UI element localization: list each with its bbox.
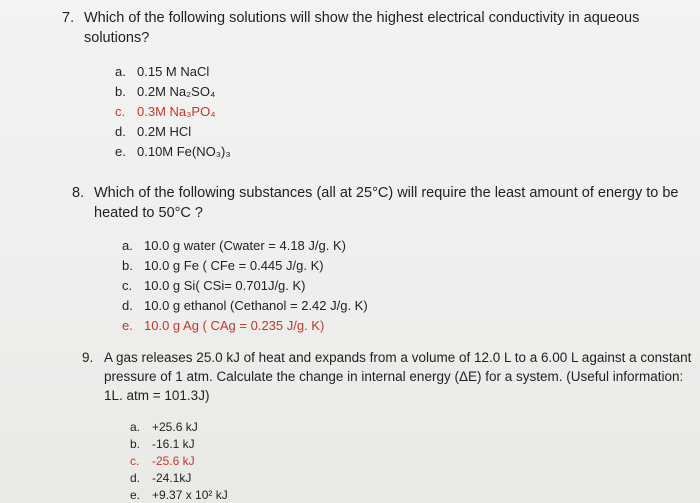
option-9a bbox=[130, 420, 198, 434]
option-text: 0.15 M NaCl bbox=[137, 64, 210, 79]
option-letter: c. bbox=[115, 104, 126, 119]
option-8b bbox=[122, 258, 324, 273]
option-text: +9.37 x 10² kJ bbox=[152, 488, 228, 502]
question-8-line-2: heated to 50°C ? bbox=[94, 205, 203, 221]
question-9-number: 9. bbox=[82, 350, 94, 365]
question-9-line-3: 1L. atm = 101.3J) bbox=[104, 388, 210, 403]
question-7-number: 7. bbox=[62, 10, 75, 26]
option-text: 0.10M Fe(NO₃)₃ bbox=[137, 144, 231, 159]
option-text: -16.1 kJ bbox=[152, 437, 195, 451]
option-letter: c. bbox=[122, 278, 133, 293]
question-8-number: 8. bbox=[72, 185, 85, 201]
option-7a bbox=[115, 64, 209, 79]
option-text: -24.1kJ bbox=[152, 471, 192, 485]
option-8d bbox=[122, 298, 368, 313]
option-text: 10.0 g Si( CSi= 0.701J/g. K) bbox=[144, 278, 306, 293]
option-8e bbox=[122, 318, 324, 333]
option-letter: b. bbox=[115, 84, 126, 99]
option-text: 0.2M Na₂SO₄ bbox=[137, 84, 216, 99]
option-text: +25.6 kJ bbox=[152, 420, 198, 434]
option-letter: b. bbox=[122, 258, 133, 273]
question-7 bbox=[62, 8, 682, 48]
question-9-line-2: pressure of 1 atm. Calculate the change in internal energy (ΔE) for a system. (Useful information: bbox=[104, 369, 684, 384]
option-text: -25.6 kJ bbox=[152, 454, 195, 468]
option-text: 10.0 g Ag ( CAg = 0.235 J/g. K) bbox=[144, 318, 325, 333]
option-letter: a. bbox=[122, 238, 133, 253]
option-7b bbox=[115, 84, 215, 99]
option-text: 10.0 g water (Cwater = 4.18 J/g. K) bbox=[144, 238, 346, 253]
option-9e bbox=[130, 488, 228, 502]
option-letter: e. bbox=[115, 144, 126, 159]
option-text: 0.2M HCl bbox=[137, 124, 192, 139]
option-letter: e. bbox=[130, 488, 141, 502]
option-letter: d. bbox=[122, 298, 133, 313]
option-letter: d. bbox=[115, 124, 126, 139]
question-7-line-1: Which of the following solutions will show the highest electrical conductivity in aqueous bbox=[84, 10, 640, 26]
question-7-line-2: solutions? bbox=[84, 30, 150, 46]
option-9b bbox=[130, 437, 195, 451]
option-8c bbox=[122, 278, 306, 293]
question-9-line-1: A gas releases 25.0 kJ of heat and expands from a volume of 12.0 L to a 6.00 L against a constant bbox=[104, 350, 692, 365]
option-9d bbox=[130, 471, 191, 485]
option-letter: e. bbox=[122, 318, 133, 333]
option-text: 0.3M Na₃PO₄ bbox=[137, 104, 216, 119]
option-letter: d. bbox=[130, 471, 141, 485]
option-letter: c. bbox=[130, 454, 140, 468]
option-letter: b. bbox=[130, 437, 141, 451]
option-letter: a. bbox=[130, 420, 141, 434]
option-7c bbox=[115, 104, 216, 119]
question-9 bbox=[82, 348, 692, 408]
question-8 bbox=[72, 183, 682, 223]
option-7e bbox=[115, 144, 231, 159]
option-7d bbox=[115, 124, 191, 139]
option-text: 10.0 g ethanol (Cethanol = 2.42 J/g. K) bbox=[144, 298, 368, 313]
option-8a bbox=[122, 238, 346, 253]
question-8-line-1: Which of the following substances (all at 25°C) will require the least amount of energy to be bbox=[94, 185, 679, 201]
option-letter: a. bbox=[115, 64, 126, 79]
option-text: 10.0 g Fe ( CFe = 0.445 J/g. K) bbox=[144, 258, 324, 273]
option-9c bbox=[130, 454, 195, 468]
